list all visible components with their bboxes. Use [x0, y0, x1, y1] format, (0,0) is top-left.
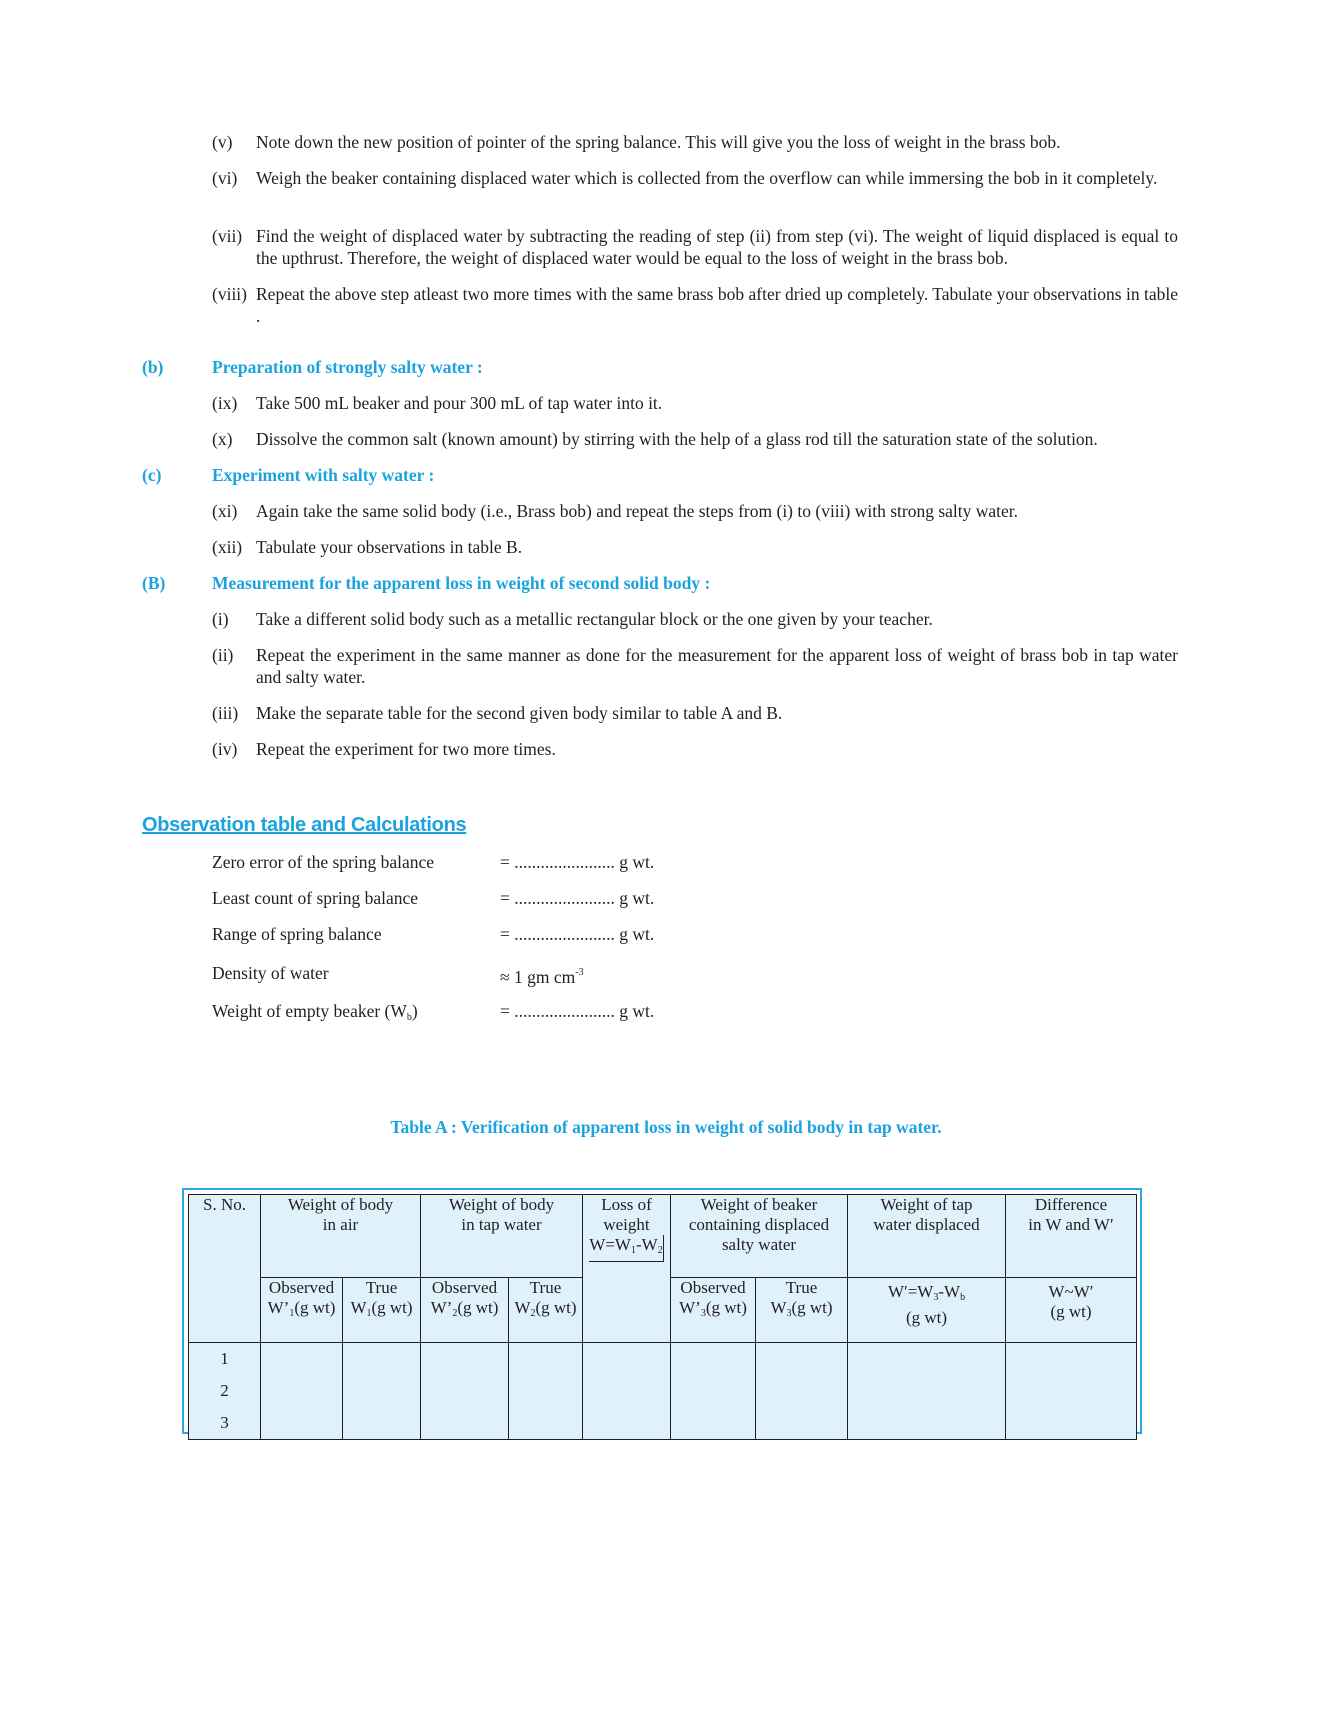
w-unit: (g wt)	[705, 1298, 747, 1317]
beaker-weight-label-main: Weight of empty beaker (W	[212, 1001, 407, 1021]
table-row	[189, 1343, 1137, 1440]
header-loss-line1: Loss of	[601, 1195, 652, 1214]
header-tapdisp-line2: water displaced	[873, 1215, 980, 1234]
table-a-caption: Table A : Verification of apparent loss in weight of solid body in tap water.	[390, 1117, 942, 1137]
step-number: (xi)	[212, 501, 238, 521]
step-text: Weigh the beaker containing displaced water which is collected from the overflow can while immersing the bob in it completely.	[256, 168, 1158, 188]
tapdisp-formula-a: W′=W	[887, 1282, 934, 1301]
step-number: (viii)	[212, 284, 247, 304]
sub-observed-2	[421, 1278, 509, 1343]
section-c-letter: (c)	[142, 465, 162, 485]
row-number-1: 1	[220, 1349, 229, 1368]
step-number: (iii)	[212, 703, 239, 723]
cell-observed-2[interactable]	[421, 1343, 509, 1440]
w-symbol: W’	[267, 1298, 290, 1317]
sub-difference	[1006, 1278, 1137, 1343]
header-beaker-line3: salty water	[721, 1235, 797, 1254]
beaker-weight-label	[212, 1000, 418, 1029]
diff-formula: W~W′	[1048, 1282, 1094, 1301]
header-diff-line1: Difference	[1034, 1195, 1108, 1214]
w-subscript: 1	[289, 1308, 295, 1319]
step-number: (v)	[212, 132, 233, 152]
density-label: Density of water	[212, 963, 329, 983]
step-xi	[212, 500, 1178, 522]
w-unit: (g wt)	[791, 1298, 833, 1317]
section-B-title: Measurement for the apparent loss in weight of second solid body :	[212, 573, 711, 593]
sub-true-label: True	[529, 1278, 562, 1297]
header-air-line1: Weight of body	[287, 1195, 394, 1214]
step-viii	[212, 283, 1178, 327]
w-unit: (g wt)	[535, 1298, 577, 1317]
step-number: (vi)	[212, 168, 238, 188]
step-number: (x)	[212, 429, 233, 449]
sub-true-1-unit	[343, 1298, 420, 1324]
tapdisp-unit: (g wt)	[905, 1308, 948, 1327]
table-header-row	[189, 1195, 1137, 1278]
header-tap-line1: Weight of body	[448, 1195, 555, 1214]
row-number-2: 2	[220, 1381, 229, 1400]
zero-error-label: Zero error of the spring balance	[212, 852, 435, 872]
sub-true-2-unit	[509, 1298, 582, 1324]
step-text: Make the separate table for the second given body similar to table A and B.	[256, 703, 783, 723]
w-symbol: W	[770, 1298, 787, 1317]
header-tap-displaced	[848, 1195, 1006, 1278]
tapdisp-formula-sub1: 3	[933, 1292, 939, 1303]
least-count-value: = ....................... g wt.	[500, 888, 655, 908]
sub-true-label: True	[365, 1278, 398, 1297]
step-text: Find the weight of displaced water by subtracting the reading of step (ii) from step (vi). The weight of liquid displaced is equal to the upthrust. Therefore, the weight of displaced water would be equal to the loss of weight in the brass bob.	[256, 226, 1178, 268]
w-subscript: 2	[452, 1308, 458, 1319]
section-c-title: Experiment with salty water :	[212, 465, 435, 485]
step-number: (ix)	[212, 393, 238, 413]
w-subscript: 3	[700, 1308, 706, 1319]
step-xii	[212, 536, 1178, 558]
step-text: Again take the same solid body (i.e., Brass bob) and repeat the steps from (i) to (viii) with strong salty water.	[256, 501, 1019, 521]
step-text: Repeat the experiment in the same manner as done for the measurement for the apparent loss of weight of brass bob in tap water and salty water.	[256, 645, 1178, 687]
cell-observed-1[interactable]	[261, 1343, 343, 1440]
header-beaker	[671, 1195, 848, 1278]
header-diff-line2: in W and W′	[1028, 1215, 1114, 1234]
cell-true-3[interactable]	[756, 1343, 848, 1440]
beaker-weight-label-end: )	[411, 1001, 418, 1021]
zero-error-value: = ....................... g wt.	[500, 852, 655, 872]
w-symbol: W’	[430, 1298, 453, 1317]
step-ix	[212, 392, 1178, 414]
header-tap-line2: in tap water	[461, 1215, 542, 1234]
range-label: Range of spring balance	[212, 924, 382, 944]
section-B-letter: (B)	[142, 573, 166, 593]
range-value: = ....................... g wt.	[500, 924, 655, 944]
header-tap	[421, 1195, 583, 1278]
sub-tap-displaced	[848, 1278, 1006, 1343]
diff-unit: (g wt)	[1050, 1302, 1092, 1321]
sub-true-1	[343, 1278, 421, 1343]
w-subscript: 1	[366, 1308, 372, 1319]
tapdisp-formula-b: -W	[938, 1282, 961, 1301]
cell-tap-displaced[interactable]	[848, 1343, 1006, 1440]
step-number: (i)	[212, 609, 229, 629]
loss-formula-sub1: 1	[630, 1245, 636, 1256]
header-beaker-line2: containing displaced	[688, 1215, 830, 1234]
beaker-weight-value: = ....................... g wt.	[500, 1001, 655, 1021]
step-number: (xii)	[212, 537, 243, 557]
step-B-iii	[212, 702, 1178, 724]
step-text: Dissolve the common salt (known amount) by stirring with the help of a glass rod till the saturation state of the solution.	[256, 429, 1098, 449]
step-vi	[212, 167, 1178, 189]
w-symbol: W	[350, 1298, 367, 1317]
sub-observed-1	[261, 1278, 343, 1343]
sub-observed-label: Observed	[680, 1278, 746, 1297]
header-sno-text: S. No.	[203, 1195, 246, 1214]
header-sno	[189, 1195, 261, 1343]
loss-formula-a: W=W	[589, 1235, 631, 1254]
row-numbers	[189, 1343, 261, 1440]
sub-true-3	[756, 1278, 848, 1343]
header-loss-line2: weight	[603, 1215, 650, 1234]
w-unit: (g wt)	[457, 1298, 499, 1317]
section-b-letter: (b)	[142, 357, 164, 377]
step-x	[212, 428, 1178, 450]
header-beaker-line1: Weight of beaker	[700, 1195, 818, 1214]
sub-observed-3	[671, 1278, 756, 1343]
step-number: (ii)	[212, 645, 234, 665]
w-symbol: W’	[679, 1298, 701, 1317]
least-count-label: Least count of spring balance	[212, 888, 419, 908]
table-a	[188, 1194, 1137, 1440]
table-a-frame	[182, 1188, 1142, 1434]
header-loss	[583, 1195, 671, 1343]
density-value	[500, 962, 584, 988]
sub-observed-3-unit	[671, 1298, 755, 1324]
step-text: Take a different solid body such as a metallic rectangular block or the one given by your teacher.	[256, 609, 933, 629]
row-number-3: 3	[220, 1413, 229, 1432]
header-difference	[1006, 1195, 1137, 1278]
sub-observed-1-unit	[261, 1298, 342, 1324]
cell-loss[interactable]	[583, 1343, 671, 1440]
w-symbol: W	[514, 1298, 531, 1317]
step-text: Note down the new position of pointer of the spring balance. This will give you the loss of weight in the brass bob.	[256, 132, 1061, 152]
step-B-i	[212, 608, 1178, 630]
sub-true-label: True	[785, 1278, 818, 1297]
step-text: Take 500 mL beaker and pour 300 mL of tap water into it.	[256, 393, 663, 413]
tapdisp-formula	[848, 1282, 1005, 1308]
loss-formula	[589, 1235, 663, 1262]
section-b-title: Preparation of strongly salty water :	[212, 357, 483, 377]
step-number: (vii)	[212, 226, 243, 246]
w-unit: (g wt)	[371, 1298, 413, 1317]
sub-true-2	[509, 1278, 583, 1343]
beaker-weight-subscript: b	[406, 1012, 412, 1023]
sub-observed-2-unit	[421, 1298, 508, 1324]
header-tapdisp-line1: Weight of tap	[880, 1195, 973, 1214]
step-text: Tabulate your observations in table B.	[256, 537, 523, 557]
sub-true-3-unit	[756, 1298, 847, 1324]
observation-heading: Observation table and Calculations	[142, 814, 467, 836]
cell-observed-3[interactable]	[671, 1343, 756, 1440]
step-text: Repeat the above step atleast two more times with the same brass bob after dried up completely. Tabulate your observations in table .	[256, 284, 1178, 326]
step-B-ii	[212, 644, 1178, 688]
cell-true-2[interactable]	[509, 1343, 583, 1440]
sub-observed-label: Observed	[268, 1278, 335, 1297]
cell-difference[interactable]	[1006, 1343, 1137, 1440]
header-air	[261, 1195, 421, 1278]
step-text: Repeat the experiment for two more times.	[256, 739, 556, 759]
step-vii	[212, 225, 1178, 269]
w-unit: (g wt)	[294, 1298, 336, 1317]
loss-formula-b: -W	[635, 1235, 658, 1254]
step-B-iv	[212, 738, 1178, 760]
cell-true-1[interactable]	[343, 1343, 421, 1440]
w-subscript: 3	[786, 1308, 792, 1319]
step-number: (iv)	[212, 739, 238, 759]
header-air-line2: in air	[322, 1215, 359, 1234]
w-subscript: 2	[530, 1308, 536, 1319]
step-v	[212, 131, 1178, 153]
loss-formula-sub2: 2	[657, 1245, 663, 1256]
density-exponent: -3	[575, 967, 584, 978]
sub-observed-label: Observed	[431, 1278, 498, 1297]
density-value-main: ≈ 1 gm cm	[500, 967, 576, 987]
tapdisp-formula-sub2: b	[960, 1292, 966, 1303]
